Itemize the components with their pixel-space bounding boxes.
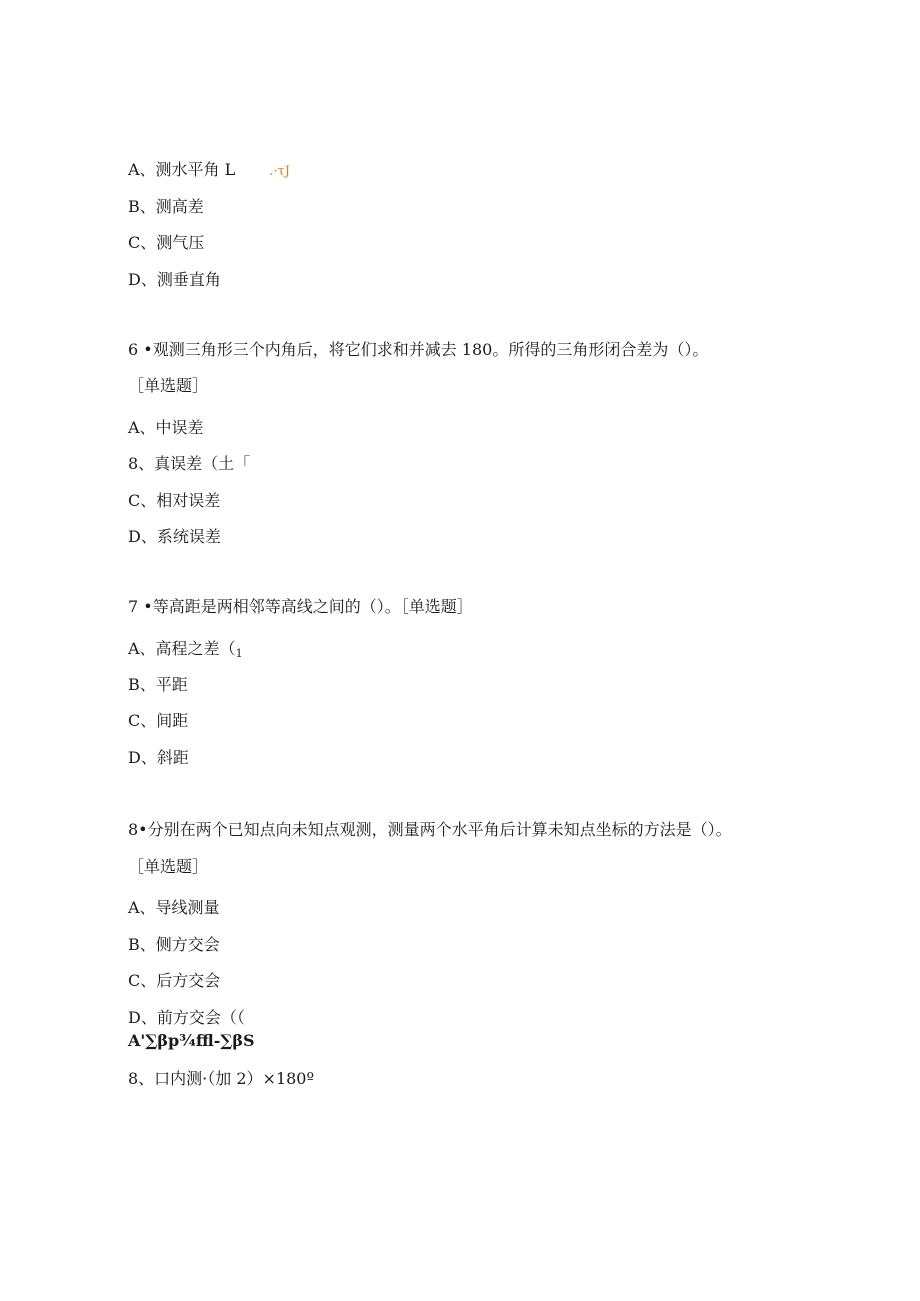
q5-option-c: C、测气压	[128, 233, 205, 252]
q6-type: ［单选题］	[128, 376, 209, 395]
q6-option-c: C、相对误差	[128, 491, 221, 510]
q7-option-a	[128, 639, 243, 664]
q7-margin-mark: 1	[235, 647, 243, 660]
q7-option-d: D、斜距	[128, 748, 189, 767]
q8-stem: 8•分别在两个已知点向未知点观测，测量两个水平角后计算未知点坐标的方法是（）。	[128, 820, 732, 839]
q6-option-d: D、系统误差	[128, 527, 221, 546]
q8-option-a: A、导线测量	[128, 898, 220, 917]
q7-option-a-text: A、高程之差（	[128, 639, 236, 658]
q6-option-a: A、中误差	[128, 418, 204, 437]
q5-option-a-text: A、测水平角 L	[128, 160, 236, 179]
q6-option-b: 8、真误差（土「	[128, 454, 251, 473]
q7-option-c: C、间距	[128, 711, 189, 730]
q5-option-b: B、测高差	[128, 197, 204, 216]
q5-margin-mark: .·τJ	[269, 164, 290, 179]
q8-option-b: B、侧方交会	[128, 935, 220, 954]
q7-stem: 7 •等高距是两相邻等高线之间的（）。［单选题］	[128, 597, 473, 616]
q5-option-d: D、测垂直角	[128, 270, 221, 289]
q8-formula: A'∑βp¾ffl-∑βS	[128, 1031, 255, 1050]
q7-option-b: B、平距	[128, 675, 188, 694]
q8-extra-line: 8、口内测·（加 2）×180º	[128, 1069, 315, 1088]
q8-type: ［单选题］	[128, 857, 209, 876]
q8-option-c: C、后方交会	[128, 971, 221, 990]
q5-option-a	[128, 160, 290, 182]
q8-option-d: D、前方交会（（	[128, 1008, 245, 1027]
q6-stem: 6 •观测三角形三个内角后，将它们求和并减去 180。所得的三角形闭合差为（）。	[128, 340, 709, 359]
